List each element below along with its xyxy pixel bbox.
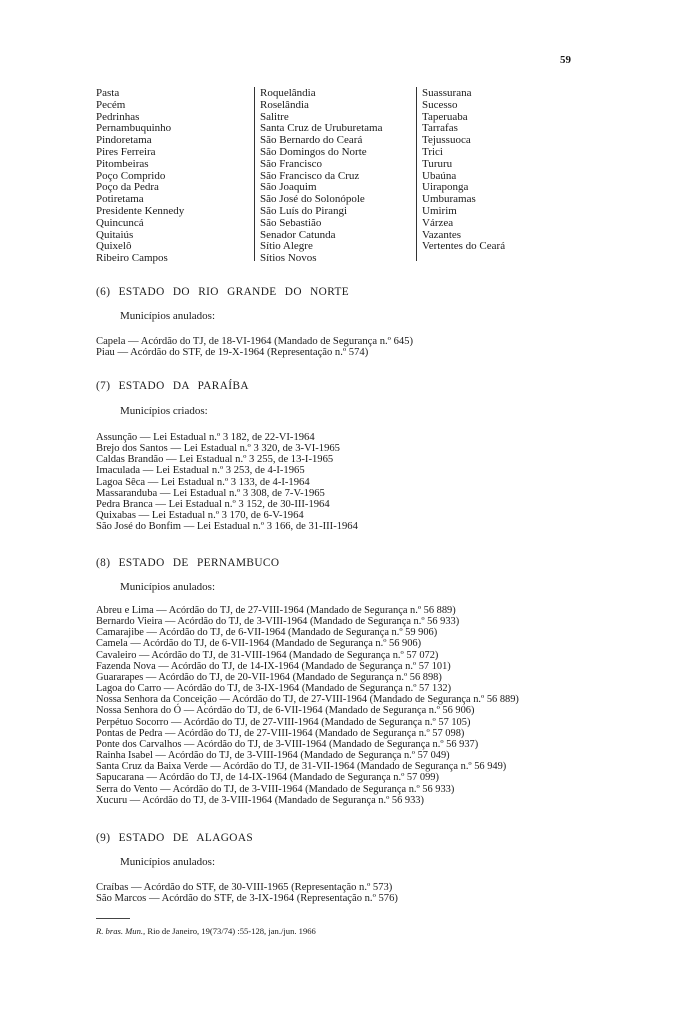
- municipality-name: Ubaúna: [422, 169, 457, 182]
- municipality-name: Potiretama: [96, 193, 144, 206]
- entry-line: Abreu e Lima — Acórdão do TJ, de 27-VIII-1964 (Mandado de Segurança n.º 56 889): [96, 605, 456, 616]
- municipality-name: Senador Catunda: [260, 228, 336, 241]
- section-subheading: Municípios anulados:: [120, 310, 216, 322]
- entry-line: Bernardo Vieira — Acórdão do TJ, de 3-VIII-1964 (Mandado de Segurança n.º 56 933): [96, 616, 460, 628]
- municipality-name: Pedrinhas: [96, 110, 140, 123]
- entry-line: Camarajibe — Acórdão do TJ, de 6-VII-1964 (Mandado de Segurança n.º 59 906): [96, 627, 438, 639]
- section-heading-alagoas: (9) ESTADO DE ALAGOAS: [96, 832, 254, 844]
- municipality-name: Taperuaba: [422, 110, 468, 123]
- footnote-citation: Rio de Janeiro, 19(73/74) :55-128, jan./jun. 1966: [147, 926, 316, 936]
- entry-line: Nossa Senhora do Ó — Acórdão do TJ, de 6-VII-1964 (Mandado de Segurança n.º 56 906): [96, 705, 475, 717]
- municipality-name: São Bernardo do Ceará: [260, 134, 363, 147]
- entry-line: Quixabas — Lei Estadual n.º 3 170, de 6-V-1964: [96, 510, 304, 522]
- municipality-name: São Francisco: [260, 157, 323, 170]
- entry-line: Fazenda Nova — Acórdão do TJ, de 14-IX-1964 (Mandado de Segurança n.º 57 101): [96, 660, 451, 672]
- municipality-name: Quitaiús: [96, 228, 134, 241]
- municipality-name: São Domingos do Norte: [260, 145, 367, 158]
- entry-line: Caldas Brandão — Lei Estadual n.º 3 255, de 13-I-1965: [96, 454, 334, 466]
- municipality-name: Salitre: [260, 110, 289, 123]
- municipality-name: Vertentes do Ceará: [422, 240, 506, 253]
- municipality-name: Roquelândia: [260, 87, 316, 99]
- entry-line: Pontas de Pedra — Acórdão do TJ, de 27-VIII-1964 (Mandado de Segurança n.º 57 098): [96, 727, 465, 739]
- page-number: 59: [560, 54, 571, 66]
- entry-line: Piau — Acórdão do STF, de 19-X-1964 (Representação n.º 574): [96, 347, 369, 359]
- entry-line: Assunção — Lei Estadual n.º 3 182, de 22-VI-1964: [96, 432, 315, 443]
- entry-line: Santa Cruz da Baixa Verde — Acórdão do TJ, de 31-VII-1964 (Mandado de Segurança n.º 56 949): [96, 761, 507, 773]
- municipality-name: Vazantes: [422, 228, 462, 241]
- municipality-name: Umirim: [422, 204, 457, 217]
- municipality-list-column-2: [260, 88, 382, 265]
- municipality-name: Umburamas: [422, 193, 476, 206]
- section-subheading: Municípios anulados:: [120, 581, 216, 593]
- footnote: [96, 926, 316, 936]
- entry-line: Capela — Acórdão do TJ, de 18-VI-1964 (Mandado de Segurança n.º 645): [96, 336, 413, 347]
- municipality-name: Pitombeiras: [96, 157, 149, 170]
- municipality-name: Pasta: [96, 87, 120, 99]
- section-heading-pernambuco: (8) ESTADO DE PERNAMBUCO: [96, 557, 280, 569]
- section-heading-rio-grande-do-norte: (6) ESTADO DO RIO GRANDE DO NORTE: [96, 286, 350, 298]
- municipality-list-column-1: [96, 88, 184, 265]
- municipality-name: Várzea: [422, 216, 454, 229]
- section-entries-pernambuco: [96, 605, 519, 806]
- entry-line: Ponte dos Carvalhos — Acórdão do TJ, de 3-VIII-1964 (Mandado de Segurança n.º 56 937): [96, 738, 479, 750]
- municipality-name: Pires Ferreira: [96, 145, 156, 158]
- municipality-name: São Luís do Pirangi: [260, 204, 348, 217]
- entry-line: São José do Bonfim — Lei Estadual n.º 3 166, de 31-III-1964: [96, 521, 358, 533]
- municipality-name: Quixelô: [96, 240, 132, 253]
- municipality-name: São Joaquim: [260, 181, 317, 194]
- municipality-name: Tururu: [422, 157, 453, 170]
- municipality-name: Pernambuquinho: [96, 122, 172, 135]
- entry-line: Camela — Acórdão do TJ, de 6-VII-1964 (Mandado de Segurança n.º 56 906): [96, 638, 422, 650]
- entry-line: Serra do Vento — Acórdão do TJ, de 3-VIII-1964 (Mandado de Segurança n.º 56 933): [96, 783, 455, 795]
- section-subheading: Municípios criados:: [120, 405, 208, 417]
- entry-line: Imaculada — Lei Estadual n.º 3 253, de 4-I-1965: [96, 465, 305, 477]
- municipality-name: Sucesso: [422, 98, 458, 111]
- section-entries-paraiba: [96, 432, 358, 532]
- entry-line: Rainha Isabel — Acórdão do TJ, de 3-VIII-1964 (Mandado de Segurança n.º 57 049): [96, 750, 450, 762]
- municipality-name: Tejussuoca: [422, 134, 471, 147]
- entry-line: Craíbas — Acórdão do STF, de 30-VIII-1965 (Representação n.º 573): [96, 882, 393, 893]
- municipality-name: Sítio Alegre: [260, 240, 313, 253]
- entry-line: Pedra Branca — Lei Estadual n.º 3 152, de 30-III-1964: [96, 498, 330, 510]
- entry-line: Lagoa Sêca — Lei Estadual n.º 3 133, de 4-I-1964: [96, 476, 310, 488]
- entry-line: São Marcos — Acórdão do STF, de 3-IX-1964 (Representação n.º 576): [96, 893, 398, 905]
- column-divider: [416, 87, 417, 261]
- footnote-rule: [96, 918, 130, 919]
- municipality-name: Suassurana: [422, 87, 472, 99]
- municipality-name: Poço da Pedra: [96, 181, 159, 194]
- section-entries-alagoas: [96, 882, 398, 904]
- municipality-name: São Sebastião: [260, 216, 322, 229]
- municipality-list-column-3: [422, 88, 505, 253]
- entry-line: Lagoa do Carro — Acórdão do TJ, de 3-IX-1964 (Mandado de Segurança n.º 57 132): [96, 683, 452, 695]
- municipality-name: Quincuncá: [96, 216, 144, 229]
- municipality-name: Sítios Novos: [260, 252, 317, 265]
- municipality-name: Uiraponga: [422, 181, 469, 194]
- municipality-name: São Francisco da Cruz: [260, 169, 360, 182]
- entry-line: Brejo dos Santos — Lei Estadual n.º 3 320, de 3-VI-1965: [96, 443, 340, 455]
- municipality-name: Pindoretama: [96, 134, 152, 147]
- entry-line: Perpétuo Socorro — Acórdão do TJ, de 27-VIII-1964 (Mandado de Segurança n.º 57 105): [96, 716, 471, 728]
- footnote-journal: R. bras. Mun.,: [96, 926, 146, 936]
- entry-line: Cavaleiro — Acórdão do TJ, de 31-VIII-1964 (Mandado de Segurança n.º 57 072): [96, 649, 439, 661]
- entry-line: Nossa Senhora da Conceição — Acórdão do TJ, de 27-VIII-1964 (Mandado de Segurança n.º 56 889): [96, 694, 519, 706]
- entry-line: Sapucarana — Acórdão do TJ, de 14-IX-1964 (Mandado de Segurança n.º 57 099): [96, 772, 439, 784]
- entry-line: Guararapes — Acórdão do TJ, de 20-VII-1964 (Mandado de Segurança n.º 56 898): [96, 671, 442, 683]
- municipality-name: Pecém: [96, 98, 126, 111]
- municipality-name: Roselândia: [260, 98, 309, 111]
- municipality-name: Ribeiro Campos: [96, 252, 168, 265]
- municipality-name: Tarrafas: [422, 122, 458, 135]
- municipality-name: Poço Comprido: [96, 169, 166, 182]
- municipality-name: Presidente Kennedy: [96, 204, 185, 217]
- municipality-name: Santa Cruz de Uruburetama: [260, 122, 383, 135]
- municipality-name: Trici: [422, 145, 443, 158]
- column-divider: [254, 87, 255, 261]
- section-entries-rio-grande-do-norte: [96, 336, 413, 358]
- municipality-name: São José do Solonópole: [260, 193, 365, 206]
- section-subheading: Municípios anulados:: [120, 856, 216, 868]
- entry-line: Xucuru — Acórdão do TJ, de 3-VIII-1964 (Mandado de Segurança n.º 56 933): [96, 794, 424, 806]
- section-heading-paraiba: (7) ESTADO DA PARAÍBA: [96, 380, 249, 392]
- entry-line: Massaranduba — Lei Estadual n.º 3 308, de 7-V-1965: [96, 487, 325, 499]
